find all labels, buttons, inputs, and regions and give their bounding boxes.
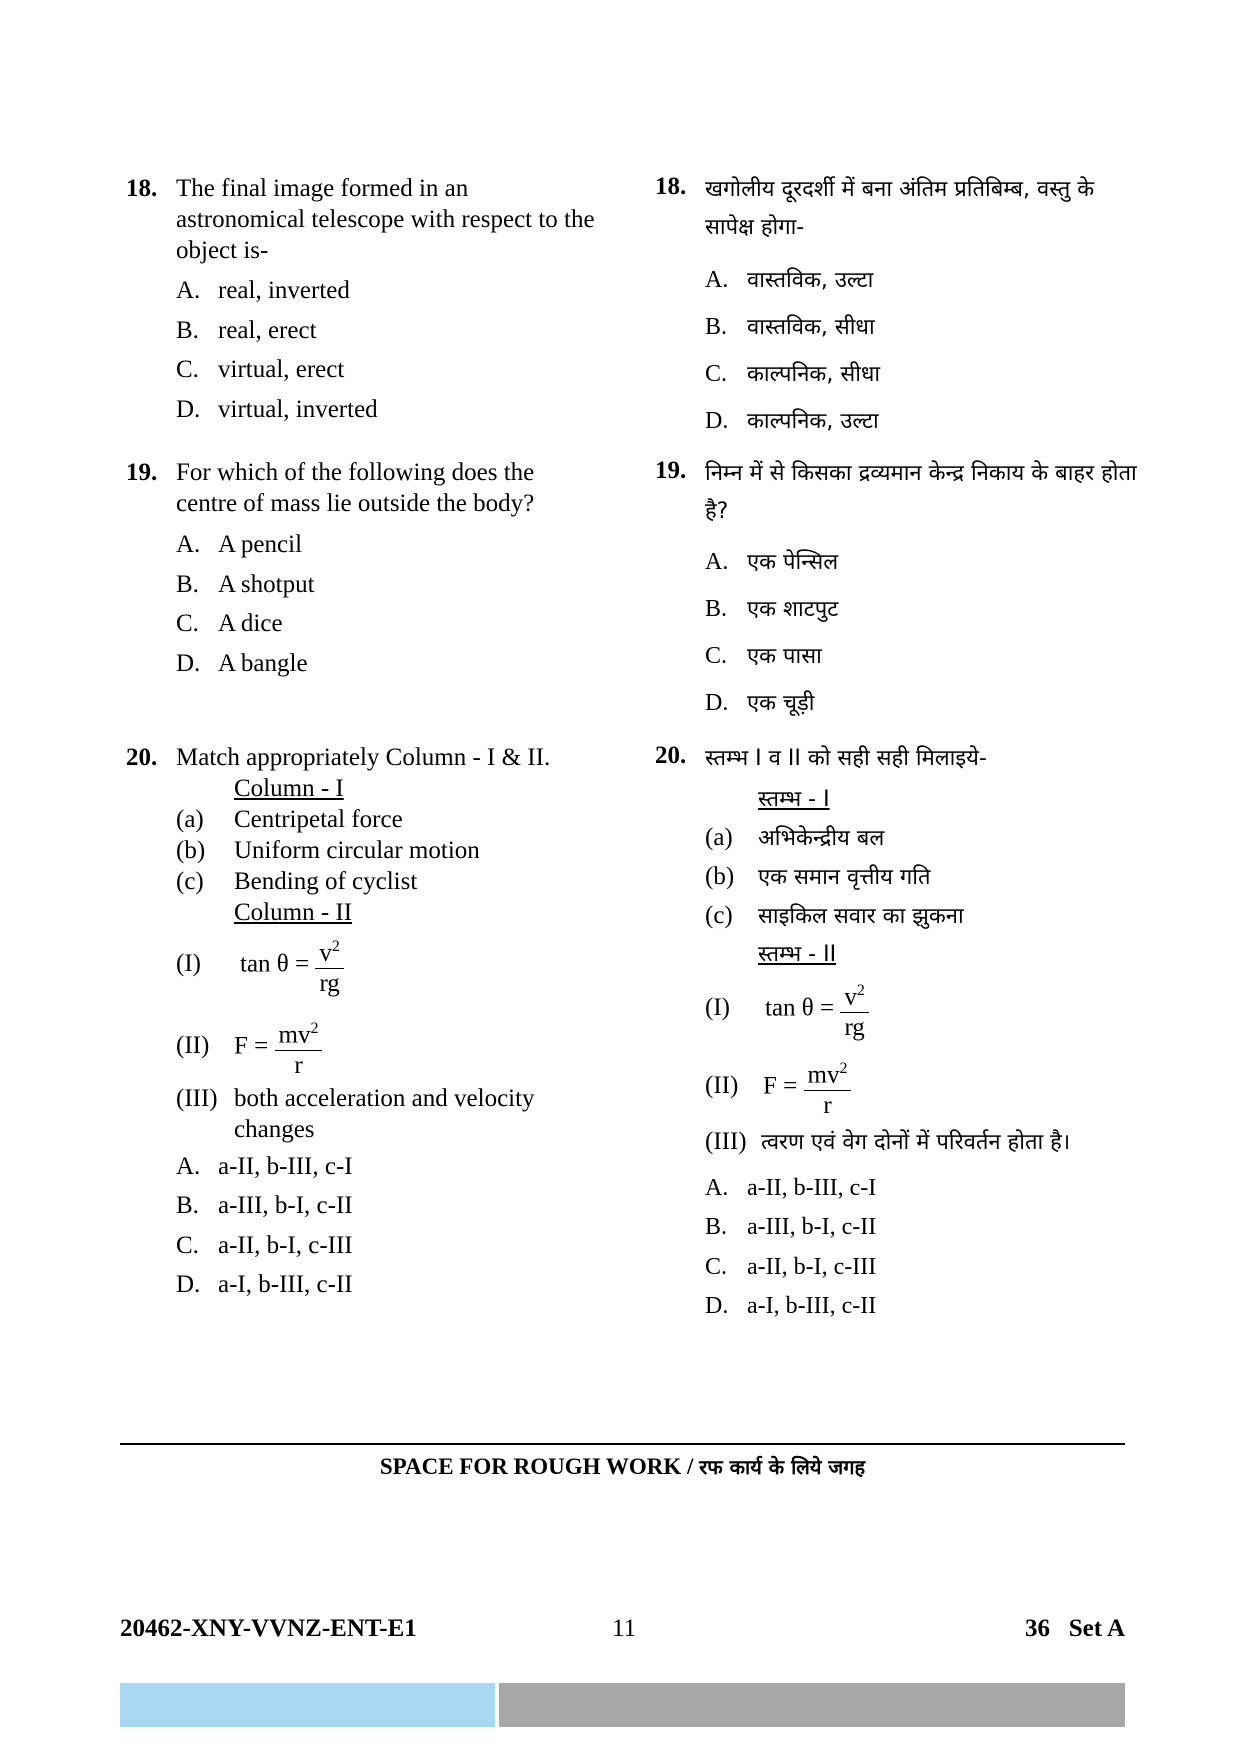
option-a: A. एक पेन्सिल — [705, 549, 839, 575]
question-20-en — [126, 742, 596, 1298]
rough-work-label: SPACE FOR ROUGH WORK / रफ कार्य के लिये जगह — [379, 1454, 866, 1479]
column-2-title: Column - II — [234, 899, 353, 926]
option-d: D. virtual, inverted — [176, 396, 378, 423]
option-a: A. वास्तविक, उल्टा — [705, 267, 874, 293]
question-19-hi — [655, 455, 1145, 716]
column-1-item-b: (b) एक समान वृत्तीय गति — [705, 863, 931, 890]
column-1-item-a: (a) अभिकेन्द्रीय बल — [705, 824, 885, 851]
footer-bar-gray — [499, 1683, 1125, 1727]
column-2-item-i: (I) tan θ = $\frac{v^2}{rg}$ — [705, 976, 869, 1043]
option-d: D. a-I, b-III, c-II — [176, 1271, 353, 1298]
option-d: D. a-I, b-III, c-II — [705, 1293, 877, 1319]
column-1-item-c: (c) साइकिल सवार का झुकना — [705, 902, 964, 929]
question-text: Match appropriately Column - I & II. — [176, 744, 551, 771]
option-b: B. a-III, b-I, c-II — [705, 1214, 877, 1240]
fraction: $\frac{mv^2}{r}$ — [804, 1054, 852, 1121]
question-text: निम्न में से किसका द्रव्यमान केन्द्र निकाय के बाहर होता है? — [705, 461, 1137, 524]
column-1-item-c: (c) Bending of cyclist — [176, 868, 418, 895]
question-number: 20. — [655, 742, 687, 769]
column-2-item-ii: (II) F = $\frac{mv^2}{r}$ — [176, 1014, 322, 1081]
question-number: 18. — [126, 175, 158, 202]
option-c: C. A dice — [176, 610, 283, 637]
column-2-item-iii-cont: changes — [234, 1116, 315, 1143]
page-number: 11 — [612, 1615, 637, 1642]
option-c: C. a-II, b-I, c-III — [705, 1254, 877, 1280]
option-a: A. a-II, b-III, c-I — [705, 1175, 877, 1201]
footer-bar-blue — [120, 1683, 495, 1727]
fraction: $\frac{v^2}{rg}$ — [315, 932, 344, 999]
rough-work-divider — [120, 1443, 1125, 1445]
option-b: B. a-III, b-I, c-II — [176, 1192, 353, 1219]
column-2-title: स्तम्भ - II — [758, 942, 837, 967]
question-text: स्तम्भ I व II को सही सही मिलाइये- — [705, 746, 987, 771]
question-text: The final image formed in an astronomical telescope with respect to the object is- — [176, 175, 595, 264]
option-a: A. A pencil — [176, 531, 303, 558]
question-19-en — [126, 457, 596, 677]
column-2-item-iii: (III) त्वरण एवं वेग दोनों में परिवर्तन होता है। — [705, 1128, 1071, 1155]
column-2-item-i: (I) tan θ = $\frac{v^2}{rg}$ — [176, 932, 344, 999]
question-20-hi — [655, 740, 1145, 1319]
option-a: A. real, inverted — [176, 277, 350, 304]
option-c: C. एक पासा — [705, 643, 822, 669]
question-number: 18. — [655, 173, 687, 200]
paper-code: 20462-XNY-VVNZ-ENT-E1 — [120, 1615, 417, 1642]
fraction: $\frac{mv^2}{r}$ — [275, 1014, 323, 1081]
column-1-item-a: (a) Centripetal force — [176, 806, 403, 833]
question-number: 19. — [126, 459, 158, 486]
option-d: D. एक चूड़ी — [705, 690, 815, 716]
question-text: खगोलीय दूरदर्शी में बना अंतिम प्रतिबिम्ब, वस्तु के सापेक्ष होगा- — [705, 177, 1095, 240]
column-1-item-b: (b) Uniform circular motion — [176, 837, 480, 864]
column-1-title: स्तम्भ - I — [758, 787, 830, 812]
question-number: 19. — [655, 457, 687, 484]
option-a: A. a-II, b-III, c-I — [176, 1153, 353, 1180]
option-b: B. वास्तविक, सीधा — [705, 314, 875, 340]
option-c: C. virtual, erect — [176, 356, 345, 383]
set-label: 36 Set A — [1025, 1615, 1125, 1642]
option-c: C. काल्पनिक, सीधा — [705, 361, 881, 387]
question-18-en — [126, 173, 596, 423]
question-18-hi — [655, 171, 1145, 434]
column-1-title: Column - I — [234, 775, 344, 802]
question-number: 20. — [126, 744, 158, 771]
option-d: D. A bangle — [176, 650, 308, 677]
fraction: $\frac{v^2}{rg}$ — [840, 976, 869, 1043]
option-b: B. एक शाटपुट — [705, 596, 839, 622]
option-d: D. काल्पनिक, उल्टा — [705, 408, 879, 434]
question-text: For which of the following does the centre of mass lie outside the body? — [176, 459, 535, 517]
column-2-item-iii: (III) both acceleration and velocity — [176, 1085, 535, 1112]
option-b: B. real, erect — [176, 317, 317, 344]
option-c: C. a-II, b-I, c-III — [176, 1232, 353, 1259]
option-b: B. A shotput — [176, 571, 315, 598]
column-2-item-ii: (II) F = $\frac{mv^2}{r}$ — [705, 1054, 851, 1121]
